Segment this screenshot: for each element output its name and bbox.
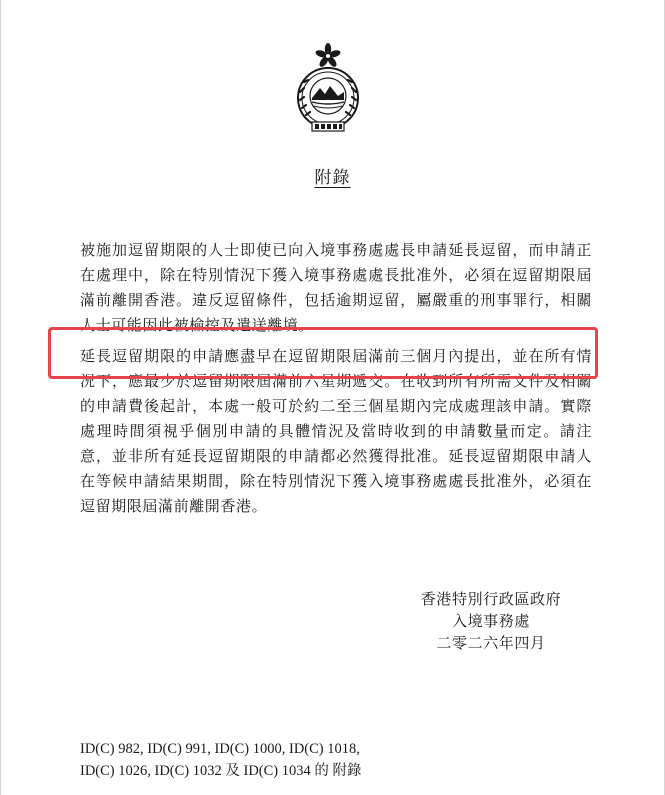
page-title-text: 附錄 <box>314 168 351 188</box>
immigration-crest-icon <box>292 42 364 138</box>
footer-reference-line-1: ID(C) 982, ID(C) 991, ID(C) 1000, ID(C) 1018, <box>80 741 360 757</box>
paragraph-extension-application: 延長逗留期限的申請應盡早在逗留期限屆滿前三個月內提出，並在所有情況下，應最少於逗留期限屆滿前六星期遞交。在收到所有所需文件及相關的申請費後起計，本處一般可於約二至三個星期內完成處理該申請。實際處理時間須視乎個別申請的具體情況及當時收到的申請數量而定。請注意，並非所有延長逗留期限的申請都必然獲得批准。延長逗留期限申請人在等候申請結果期間，除在特別情況下獲入境事務處處長批准外，必須在逗留期限屆滿前離開香港。 <box>80 347 592 515</box>
signature-block <box>396 588 586 654</box>
signature-government: 香港特別行政區政府 <box>420 590 562 608</box>
signature-department: 入境事務處 <box>451 612 530 630</box>
signature-date: 二零二六年四月 <box>436 634 546 652</box>
page-title <box>0 163 665 188</box>
footer-reference-line-2: ID(C) 1026, ID(C) 1032 及 ID(C) 1034 的 附錄 <box>80 763 362 779</box>
paragraph-overstay-warning: 被施加逗留期限的人士即使已向入境事務處處長申請延長逗留，而申請正在處理中，除在特別情況下獲入境事務處處長批准外，必須在逗留期限屆滿前離開香港。違反逗留條件，包括逾期逗留，屬嚴重的刑事罪行，相關人士可能因此被檢控及遣送離境。 <box>80 241 592 334</box>
highlight-annotation-box <box>48 327 598 379</box>
footer-reference <box>80 738 600 782</box>
